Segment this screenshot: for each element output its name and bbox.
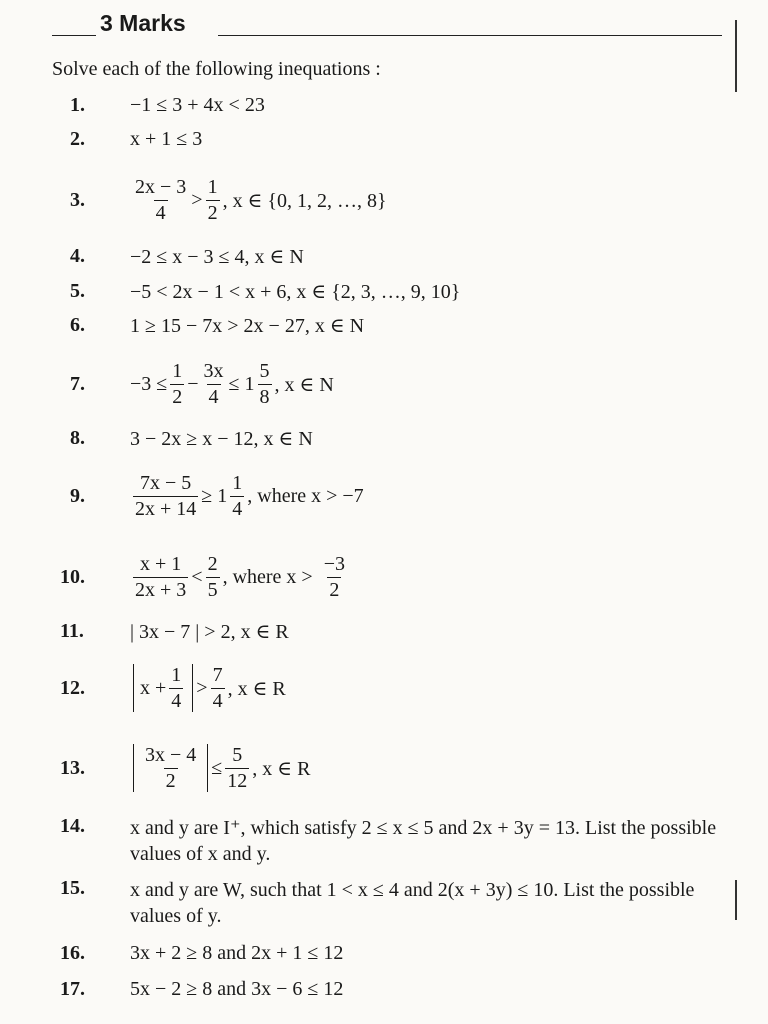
denominator: 2 <box>329 579 340 601</box>
condition-text: , x ∈ {0, 1, 2, …, 8} <box>222 189 387 212</box>
numerator: x + 1 <box>140 552 182 575</box>
question-text: 1 ≥ 15 − 7x > 2x − 27, x ∈ N <box>130 314 365 337</box>
operator: > <box>191 188 203 211</box>
question-17 <box>60 976 344 1002</box>
question-number: 2. <box>70 127 85 150</box>
question-12 <box>60 660 286 716</box>
numerator: −3 <box>323 552 345 575</box>
question-text: 3 − 2x ≥ x − 12, x ∈ N <box>130 427 313 450</box>
question-text: −1 ≤ 3 + 4x < 23 <box>130 93 265 116</box>
question-number: 6. <box>70 313 85 336</box>
numerator: 7 <box>212 663 223 686</box>
question-8 <box>70 425 313 451</box>
lead-text: −3 ≤ <box>130 372 168 395</box>
fraction <box>258 360 272 409</box>
denominator: 4 <box>208 386 219 408</box>
question-number: 1. <box>70 93 85 116</box>
question-text: −5 < 2x − 1 < x + 6, x ∈ {2, 3, …, 9, 10} <box>130 280 461 303</box>
question-3 <box>70 172 387 228</box>
margin-line-bottom <box>735 880 737 920</box>
question-text: 5x − 2 ≥ 8 and 3x − 6 ≤ 12 <box>130 977 344 1000</box>
condition-text: , x ∈ R <box>252 757 311 780</box>
fraction <box>169 664 183 713</box>
question-number: 9. <box>70 484 85 507</box>
question-7 <box>70 356 334 412</box>
heading-rule-left <box>52 35 96 36</box>
denominator: 4 <box>155 202 166 224</box>
question-4 <box>70 243 304 269</box>
numerator: 2x − 3 <box>135 175 187 198</box>
question-1 <box>70 92 265 118</box>
operator: ≥ 1 <box>201 484 228 507</box>
fraction <box>133 553 188 602</box>
heading-rule-right <box>218 35 722 36</box>
question-number: 3. <box>70 188 85 211</box>
fraction <box>211 664 225 713</box>
denominator: 2x + 14 <box>135 498 197 520</box>
section-title: 3 Marks <box>100 10 186 36</box>
numerator: 1 <box>207 175 218 198</box>
operator: ≤ 1 <box>228 372 255 395</box>
section-heading <box>52 8 722 42</box>
question-2 <box>70 126 202 152</box>
lead-text: x + <box>140 676 167 699</box>
question-number: 5. <box>70 279 85 302</box>
fraction <box>230 472 244 521</box>
absolute-value <box>133 664 193 713</box>
question-5 <box>70 278 460 304</box>
operator: > <box>196 676 208 699</box>
numerator: 7x − 5 <box>140 471 192 494</box>
fraction <box>322 553 347 602</box>
question-14 <box>60 815 730 867</box>
question-13 <box>60 738 311 798</box>
denominator: 8 <box>259 386 270 408</box>
question-number: 7. <box>70 372 85 395</box>
operator: < <box>191 565 203 588</box>
denominator: 2x + 3 <box>135 579 187 601</box>
condition-text: , where x > <box>222 565 313 588</box>
denominator: 4 <box>171 690 182 712</box>
denominator: 4 <box>232 498 243 520</box>
condition-text: , x ∈ N <box>274 373 334 396</box>
fraction <box>133 472 198 521</box>
question-text: −2 ≤ x − 3 ≤ 4, x ∈ N <box>130 245 304 268</box>
question-16 <box>60 940 344 966</box>
fraction <box>206 553 220 602</box>
denominator: 5 <box>207 579 218 601</box>
numerator: 1 <box>172 359 183 382</box>
denominator: 2 <box>207 202 218 224</box>
question-number: 4. <box>70 244 85 267</box>
fraction <box>206 176 220 225</box>
operator: − <box>187 372 199 395</box>
denominator: 12 <box>227 770 248 792</box>
question-number: 13. <box>60 756 85 779</box>
fraction <box>143 744 198 793</box>
denominator: 2 <box>165 770 176 792</box>
question-6 <box>70 312 364 338</box>
operator: ≤ <box>211 756 223 779</box>
denominator: 2 <box>172 386 183 408</box>
question-number: 11. <box>60 619 84 642</box>
condition-text: , x ∈ R <box>227 677 286 700</box>
denominator: 4 <box>212 690 223 712</box>
question-9 <box>70 468 364 524</box>
numerator: 5 <box>232 743 243 766</box>
question-number: 12. <box>60 676 85 699</box>
fraction <box>202 360 226 409</box>
question-text: x and y are W, such that 1 < x ≤ 4 and 2(x + 3y) ≤ 10. List the possible values of y. <box>130 879 695 927</box>
margin-line-top <box>735 20 737 92</box>
question-10 <box>60 549 350 605</box>
question-15 <box>60 877 730 929</box>
numerator: 5 <box>259 359 270 382</box>
question-text: x and y are I⁺, which satisfy 2 ≤ x ≤ 5 and 2x + 3y = 13. List the possible values of x and y. <box>130 817 717 865</box>
instruction-text: Solve each of the following inequations : <box>52 58 381 80</box>
question-text: 3x + 2 ≥ 8 and 2x + 1 ≤ 12 <box>130 941 344 964</box>
question-number: 16. <box>60 941 85 964</box>
absolute-value <box>133 744 208 793</box>
question-11 <box>60 618 289 644</box>
question-number: 8. <box>70 426 85 449</box>
numerator: 1 <box>171 663 182 686</box>
numerator: 3x − 4 <box>145 743 197 766</box>
question-number: 10. <box>60 565 85 588</box>
fraction <box>170 360 184 409</box>
question-number: 15. <box>60 877 85 899</box>
question-number: 14. <box>60 815 85 837</box>
fraction <box>133 176 188 225</box>
numerator: 3x <box>203 359 224 382</box>
question-number: 17. <box>60 977 85 1000</box>
numerator: 1 <box>232 471 243 494</box>
condition-text: , where x > −7 <box>247 484 364 507</box>
question-text: x + 1 ≤ 3 <box>130 127 203 150</box>
question-text: | 3x − 7 | > 2, x ∈ R <box>130 620 289 643</box>
numerator: 2 <box>207 552 218 575</box>
fraction <box>225 744 249 793</box>
